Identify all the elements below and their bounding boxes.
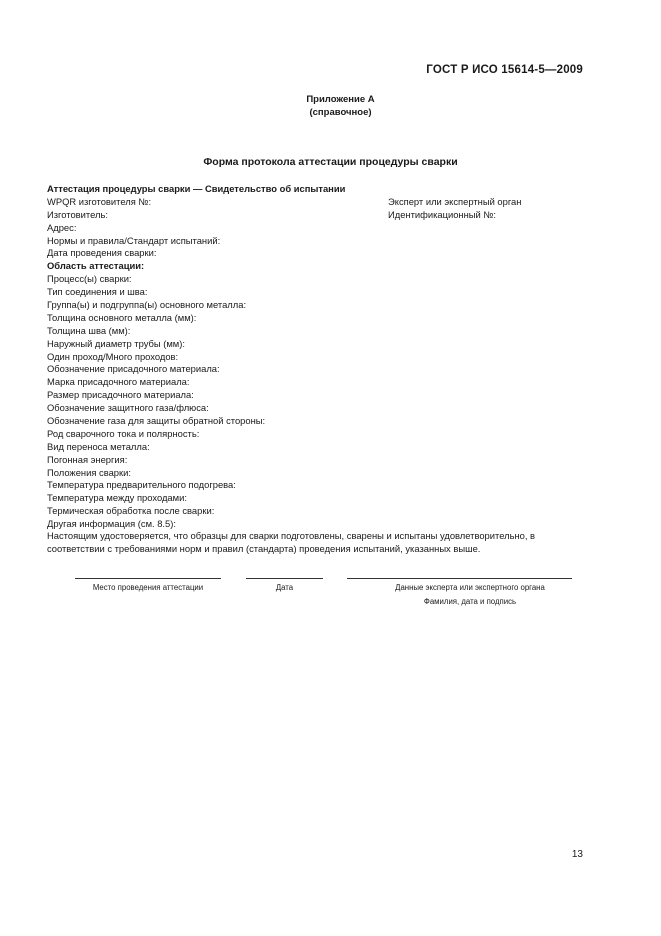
form-title: Форма протокола аттестации процедуры сварки: [203, 156, 458, 168]
field-label-2: Изготовитель:: [47, 208, 108, 220]
expert-fields: [388, 196, 521, 222]
form-fields: [47, 183, 345, 531]
expert-field-label-1: Эксперт или экспертный орган: [388, 195, 522, 207]
scope-field-label-16: Положения сварки:: [47, 466, 131, 478]
appendix-subtitle: (справочное): [309, 107, 372, 118]
date-signature-line: [246, 578, 323, 579]
place-caption: Место проведения аттестации: [92, 583, 204, 592]
scope-field-label-14: Вид переноса металла:: [47, 440, 150, 452]
scope-field-label-15: Погонная энергия:: [47, 453, 128, 465]
field-label-4: Нормы и правила/Стандарт испытаний:: [47, 234, 221, 246]
date-caption: Дата: [275, 583, 294, 592]
standard-designation: ГОСТ Р ИСО 15614-5—2009: [426, 64, 583, 76]
scope-field-label-19: Термическая обработка после сварки:: [47, 505, 215, 517]
appendix-title: Приложение А: [306, 94, 375, 105]
field-label-3: Адрес:: [47, 221, 77, 233]
expert-caption: Данные эксперта или экспертного органа: [395, 583, 545, 592]
scope-field-label-4: Толщина основного металла (мм):: [47, 311, 197, 323]
section-heading: Аттестация процедуры сварки — Свидетельство об испытании: [47, 183, 346, 194]
scope-field-label-1: Процесс(ы) сварки:: [47, 273, 132, 285]
scope-field-label-7: Один проход/Много проходов:: [47, 350, 179, 362]
scope-field-label-13: Род сварочного тока и полярность:: [47, 427, 200, 439]
expert-subcaption: Фамилия, дата и подпись: [423, 597, 517, 606]
expert-field-label-2: Идентификационный №:: [388, 208, 497, 220]
page-number: 13: [571, 849, 583, 860]
scope-field-label-3: Группа(ы) и подгруппа(ы) основного металла:: [47, 299, 247, 311]
certification-statement: Настоящим удостоверяется, что образцы для сварки подготовлены, сварены и испытаны удовлетворительно, в соответствии с требованиями норм и правил (стандарта) проведения испытаний, указанных выше.: [47, 530, 536, 554]
field-label-5: Дата проведения сварки:: [47, 247, 157, 259]
place-signature-line: [75, 578, 221, 579]
scope-field-label-8: Обозначение присадочного материала:: [47, 363, 220, 375]
scope-field-label-20: Другая информация (см. 8.5):: [47, 518, 176, 530]
scope-field-label-12: Обозначение газа для защиты обратной стороны:: [47, 415, 266, 427]
scope-field-label-11: Обозначение защитного газа/флюса:: [47, 402, 209, 414]
scope-field-label-17: Температура предварительного подогрева:: [47, 479, 236, 491]
scope-fields: [47, 273, 345, 531]
general-fields: [47, 196, 345, 260]
field-label-1: WPQR изготовителя №:: [47, 195, 152, 207]
scope-field-label-9: Марка присадочного материала:: [47, 376, 190, 388]
scope-field-label-5: Толщина шва (мм):: [47, 324, 131, 336]
expert-signature-line: [347, 578, 572, 579]
scope-field-label-10: Размер присадочного материала:: [47, 389, 194, 401]
scope-heading: Область аттестации:: [47, 260, 145, 272]
scope-field-label-6: Наружный диаметр трубы (мм):: [47, 337, 185, 349]
scope-field-label-2: Тип соединения и шва:: [47, 286, 148, 298]
scope-field-label-18: Температура между проходами:: [47, 492, 187, 504]
